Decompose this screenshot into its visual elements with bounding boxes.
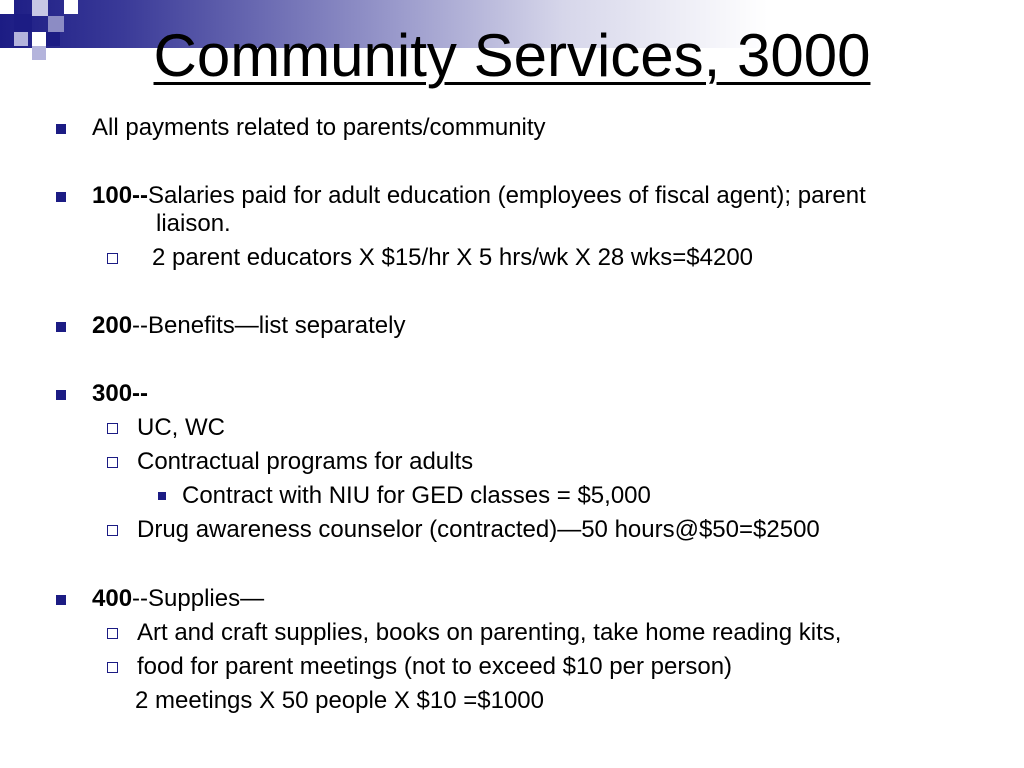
bullet-square <box>56 192 66 202</box>
bullet-hollow-square <box>107 525 118 536</box>
code-300-prefix: 300-- <box>92 380 149 407</box>
bullet-square <box>56 390 66 400</box>
item-art-craft: Art and craft supplies, books on parenting, take home reading kits, <box>137 619 842 646</box>
item-food: food for parent meetings (not to exceed $10 per person) <box>137 653 733 680</box>
bullet-square <box>56 595 66 605</box>
bullet-hollow-square <box>107 662 118 673</box>
item-code-200 <box>92 312 405 340</box>
item-contractual: Contractual programs for adults <box>137 448 474 475</box>
item-all-payments: All payments related to parents/community <box>92 114 546 141</box>
item-code-300 <box>92 380 148 408</box>
bullet-square <box>56 322 66 332</box>
code-200-text: --Benefits—list separately <box>132 312 406 339</box>
bullet-hollow-square <box>107 628 118 639</box>
item-code-400 <box>92 585 264 613</box>
code-100-text-continued: liaison. <box>156 210 231 237</box>
item-niu-contract: Contract with NIU for GED classes = $5,000 <box>182 482 651 509</box>
bullet-hollow-square <box>107 253 118 264</box>
bullet-square <box>56 124 66 134</box>
bullet-hollow-square <box>107 423 118 434</box>
code-200-prefix: 200 <box>92 312 133 339</box>
item-drug-awareness: Drug awareness counselor (contracted)—50 hours@$50=$2500 <box>137 516 820 543</box>
item-uc-wc: UC, WC <box>137 414 225 441</box>
code-400-text: --Supplies— <box>132 585 265 612</box>
item-parent-educators: 2 parent educators X $15/hr X 5 hrs/wk X 28 wks=$4200 <box>152 244 754 271</box>
bullet-hollow-square <box>107 457 118 468</box>
code-400-prefix: 400 <box>92 585 133 612</box>
item-code-100 <box>92 182 866 210</box>
code-100-prefix: 100-- <box>92 182 149 209</box>
slide-title: Community Services, 3000 <box>153 22 871 89</box>
bullet-small-square <box>158 492 166 500</box>
code-100-text: Salaries paid for adult education (employees of fiscal agent); parent <box>148 182 866 209</box>
item-meetings-calc: 2 meetings X 50 people X $10 =$1000 <box>135 687 544 714</box>
